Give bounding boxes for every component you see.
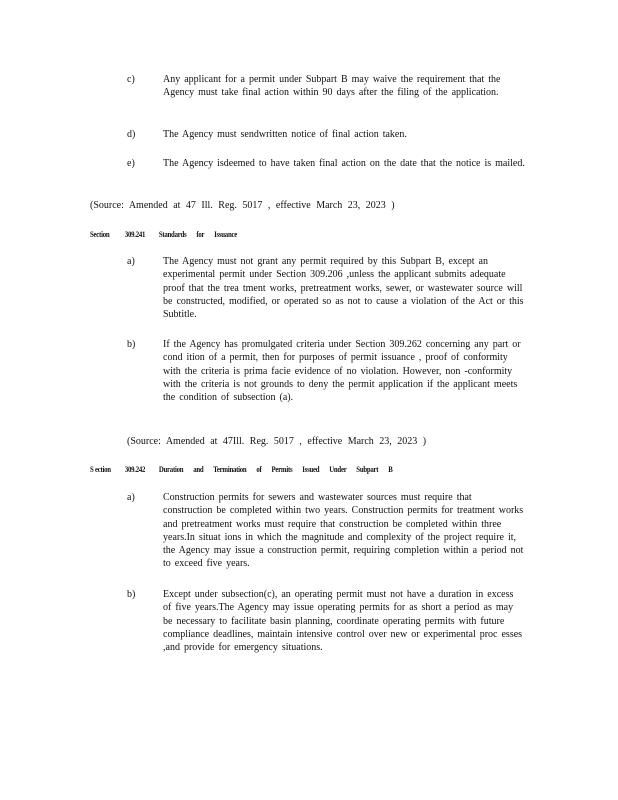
item-label: b) (127, 339, 136, 350)
section-word: S ection (90, 465, 111, 474)
item-text: The Agency isdeemed to have taken final action on the date that the notice is mailed. (163, 158, 525, 169)
section-number: 309.242 (124, 465, 146, 474)
section-title: Standards for Issuance (158, 230, 237, 239)
item-text: Construction permits for sewers and wastewater sources must require that construction be completed within two years. Construction permits for treatment works and pretreatment works must require that construction be completed within three years.In situat ions in which the magnitude and complexity of the project require it, the Agency may issue a construction permit, requiring completion within a period not to exceed five years. (163, 492, 524, 570)
source-note: (Source: Amended at 47 Ill. Reg. 5017 , effective March 23, 2023 ) (90, 200, 395, 211)
item-text: The Agency must sendwritten notice of final action taken. (163, 129, 407, 140)
source-note: (Source: Amended at 47Ill. Reg. 5017 , effective March 23, 2023 ) (127, 436, 427, 447)
item-label: e) (127, 158, 135, 169)
section-heading-text (90, 229, 237, 240)
item-text: Except under subsection(c), an operating permit must not have a duration in excess of five years.The Agency may issue operating permits for as short a period as may be necessary to facilitate basin planning, coordinate operating permits with future compliance deadlines, maintain intensive control over new or experimental proc esses ,and provide for emergency situations. (163, 589, 523, 654)
section-title: Duration and Termination of Permits Issued Under Subpart B (158, 465, 393, 474)
item-text: Any applicant for a permit under Subpart B may waive the requirement that the Agency must take final action within 90 days after the filing of the application. (163, 74, 501, 99)
item-text: The Agency must not grant any permit required by this Subpart B, except an experimental permit under Section 309.206 ,unless the applicant submits adequate proof that the trea tment works, pretreatment works, sewer, or wastewater source will be constructed, modified, or operated so as not to cause a violation of the Act or this Subtitle. (163, 256, 524, 321)
section-number: 309.241 (124, 230, 146, 239)
item-label: a) (127, 256, 135, 267)
item-text: If the Agency has promulgated criteria under Section 309.262 concerning any part or cond ition of a permit, then for purposes of permit issuance , proof of conformity with the criteria is prima facie evidence of no violation. However, non -conformity with the criteria is not grounds to deny the permit application if the applicant meets the condition of subsection (a). (163, 339, 521, 404)
item-label: d) (127, 129, 136, 140)
item-label: a) (127, 492, 135, 503)
section-word: Section (90, 230, 110, 239)
section-heading-text (90, 464, 393, 475)
item-label: b) (127, 589, 136, 600)
item-label: c) (127, 74, 135, 85)
